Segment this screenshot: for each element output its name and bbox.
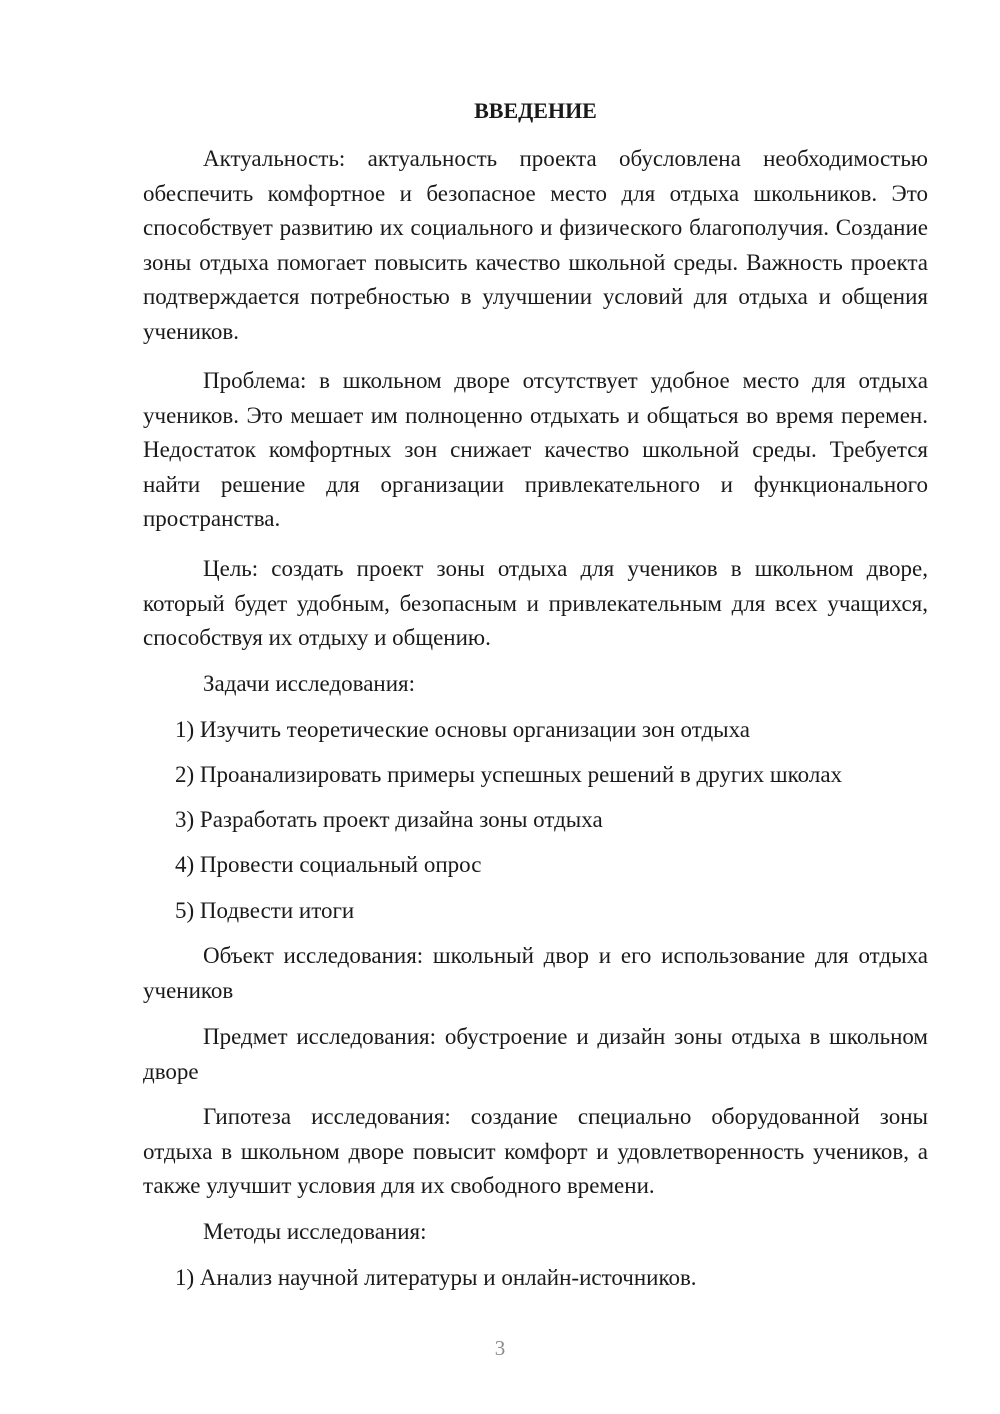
- paragraph-goal: Цель: создать проект зоны отдыха для учеников в школьном дворе, который будет удобным, безопасным и привлекательным для всех учащихся, способствуя их отдыху и общению.: [143, 556, 928, 651]
- paragraph-problem: Проблема: в школьном дворе отсутствует удобное место для отдыха учеников. Это мешает им полноценно отдыхать и общаться во время перемен. Недостаток комфортных зон снижает качество школьной среды. Требуется найти решение для организации привлекательного и функционального пространства.: [143, 368, 928, 532]
- paragraph-subject: Предмет исследования: обустроение и дизайн зоны отдыха в школьном дворе: [143, 1024, 928, 1084]
- method-item-1: 1) Анализ научной литературы и онлайн-источников.: [175, 1265, 697, 1290]
- paragraph-object: Объект исследования: школьный двор и его использование для отдыха учеников: [143, 943, 928, 1003]
- task-item-4: 4) Провести социальный опрос: [175, 852, 482, 877]
- page-heading: ВВЕДЕНИЕ: [474, 98, 597, 123]
- task-item-5: 5) Подвести итоги: [175, 898, 355, 923]
- page-number: 3: [494, 1336, 506, 1360]
- task-item-2: 2) Проанализировать примеры успешных решений в других школах: [175, 762, 843, 787]
- task-item-1: 1) Изучить теоретические основы организации зон отдыха: [175, 717, 751, 742]
- task-item-3: 3) Разработать проект дизайна зоны отдыха: [175, 807, 603, 832]
- tasks-heading: Задачи исследования:: [203, 671, 416, 696]
- methods-heading: Методы исследования:: [203, 1219, 427, 1244]
- paragraph-hypothesis: Гипотеза исследования: создание специально оборудованной зоны отдыха в школьном дворе повысит комфорт и удовлетворенность учеников, а также улучшит условия для их свободного времени.: [143, 1104, 928, 1199]
- paragraph-relevance: Актуальность: актуальность проекта обусловлена необходимостью обеспечить комфортное и безопасное место для отдыха школьников. Это способствует развитию их социального и физического благополучия. Создание зоны отдыха помогает повысить качество школьной среды. Важность проекта подтверждается потребностью в улучшении условий для отдыха и общения учеников.: [143, 146, 928, 344]
